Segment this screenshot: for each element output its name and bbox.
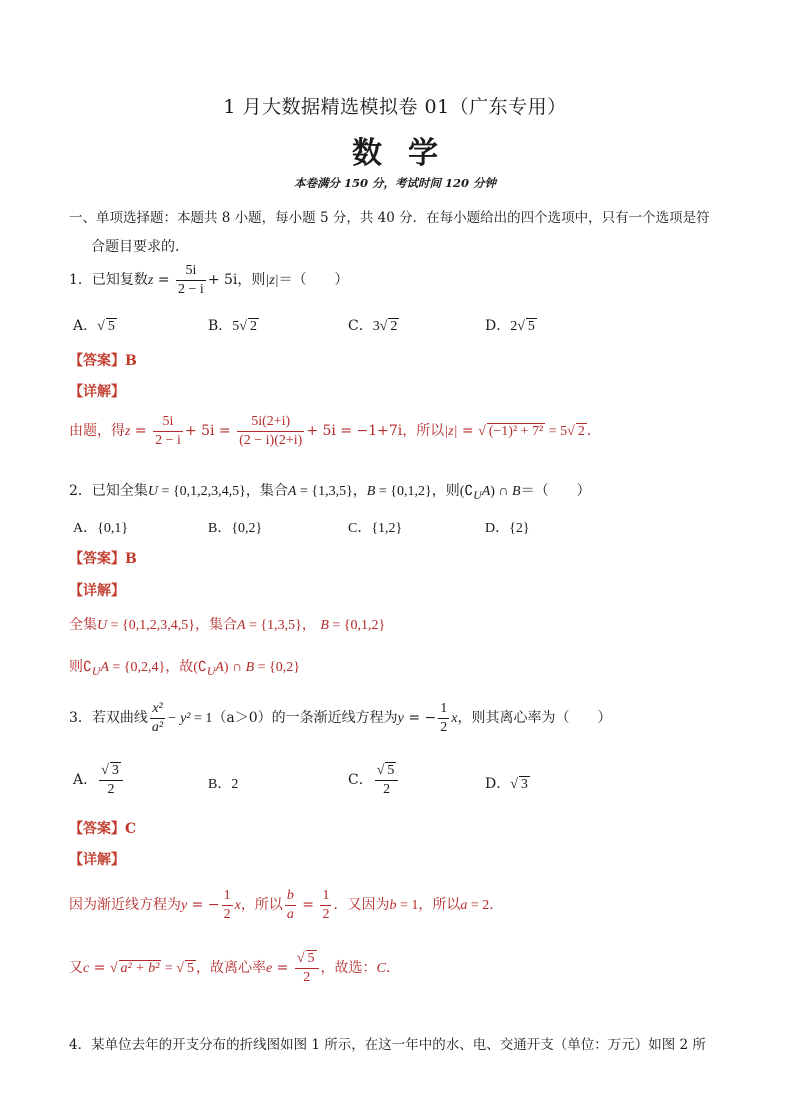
q2-solution-line-2: 则$∁_UA = \{0,2,4\}$，故$(∁_UA)$ ∩ B = {0,2} — [69, 659, 300, 678]
q1-solution: 由题，得z = $\frac{5i}{2 - i}$ + 5i = $\frac{5i(2+i)}{(2 - i)(2+i)}$ + 5i = −1+7i，所以|z| = √ (−1)² + 7² = 5√ 2 ． — [69, 414, 601, 448]
q1-option-d[interactable]: D．2√ 5 — [485, 318, 535, 334]
section-heading: 一、单项选择题：本题共 8 小题，每小题 5 分，共 40 分．在每小题给出的四个选项中，只有一个选项是符 — [69, 210, 710, 226]
page-title: 1 月大数据精选模拟卷 01（广东专用） — [223, 96, 567, 118]
q3-detail-label: 【详解】 — [69, 852, 125, 868]
q3-solution-line-2: 又c = √ a² + b² = √ 5 ，故离心率e = $\frac{√ 5}{2}$ ，故选：C． — [69, 951, 400, 985]
question-3-stem: 3．若双曲线 $\frac{\text{x²}}{\text{a²}}$ − y² = 1（a＞0）的一条渐近线方程为y = − $\frac{1}{2}$ x，则其离心率为（ ） — [69, 701, 612, 735]
subject-heading: 数学 — [352, 136, 464, 171]
q2-solution-line-1: 全集U = {0,1,2,3,4,5}，集合A = {1,3,5}， B = {0,1,2} — [69, 617, 386, 633]
exam-meta: 本卷满分 150 分，考试时间 120 分钟 — [293, 176, 497, 190]
q2-option-a[interactable]: A．{0,1} — [73, 521, 129, 536]
q1-option-b[interactable]: B．5√ 2 — [208, 318, 257, 334]
q1-option-c[interactable]: C．3√ 2 — [348, 318, 398, 334]
question-2-stem: 2．已知全集U = {0,1,2,3,4,5}，集合A = {1,3,5}，B = {0,1,2}，则$(∁_UA)$ ∩ B＝（ ） — [69, 483, 591, 502]
q3-option-a[interactable]: A． $\frac{√ 3}{2}$ — [73, 762, 125, 798]
q2-option-c[interactable]: C．{1,2} — [348, 521, 403, 536]
q2-detail-label: 【详解】 — [69, 583, 125, 599]
q3-answer: 【答案】C — [69, 821, 137, 837]
q1-option-a[interactable]: A．√ 5 — [73, 318, 115, 334]
q2-option-b[interactable]: B．{0,2} — [208, 521, 263, 536]
section-heading-cont: 合题目要求的． — [91, 239, 189, 255]
q3-option-b[interactable]: B．2 — [208, 777, 239, 792]
q1-detail-label: 【详解】 — [69, 384, 125, 400]
q2-option-d[interactable]: D．{2} — [485, 521, 530, 536]
q3-option-d[interactable]: D．√ 3 — [485, 776, 528, 792]
question-4-stem: 4．某单位去年的开支分布的折线图如图 1 所示，在这一年中的水、电、交通开支（单位：万元）如图 2 所 — [69, 1037, 706, 1053]
q2-answer: 【答案】B — [69, 551, 137, 567]
q3-solution-line-1: 因为渐近线方程为y = − $\frac{1}{2}$ x，所以 $\frac{b}{a}$ = $\frac{1}{2}$ ．又因为b = 1，所以a = 2． — [69, 888, 504, 922]
question-1-stem: 1．已知复数z = $\frac{5i}{2 - i}$ + 5i，则|z|＝（ ） — [69, 263, 349, 297]
q1-answer: 【答案】B — [69, 353, 137, 369]
q3-option-c[interactable]: C． $\frac{√ 5}{2}$ — [348, 762, 400, 798]
